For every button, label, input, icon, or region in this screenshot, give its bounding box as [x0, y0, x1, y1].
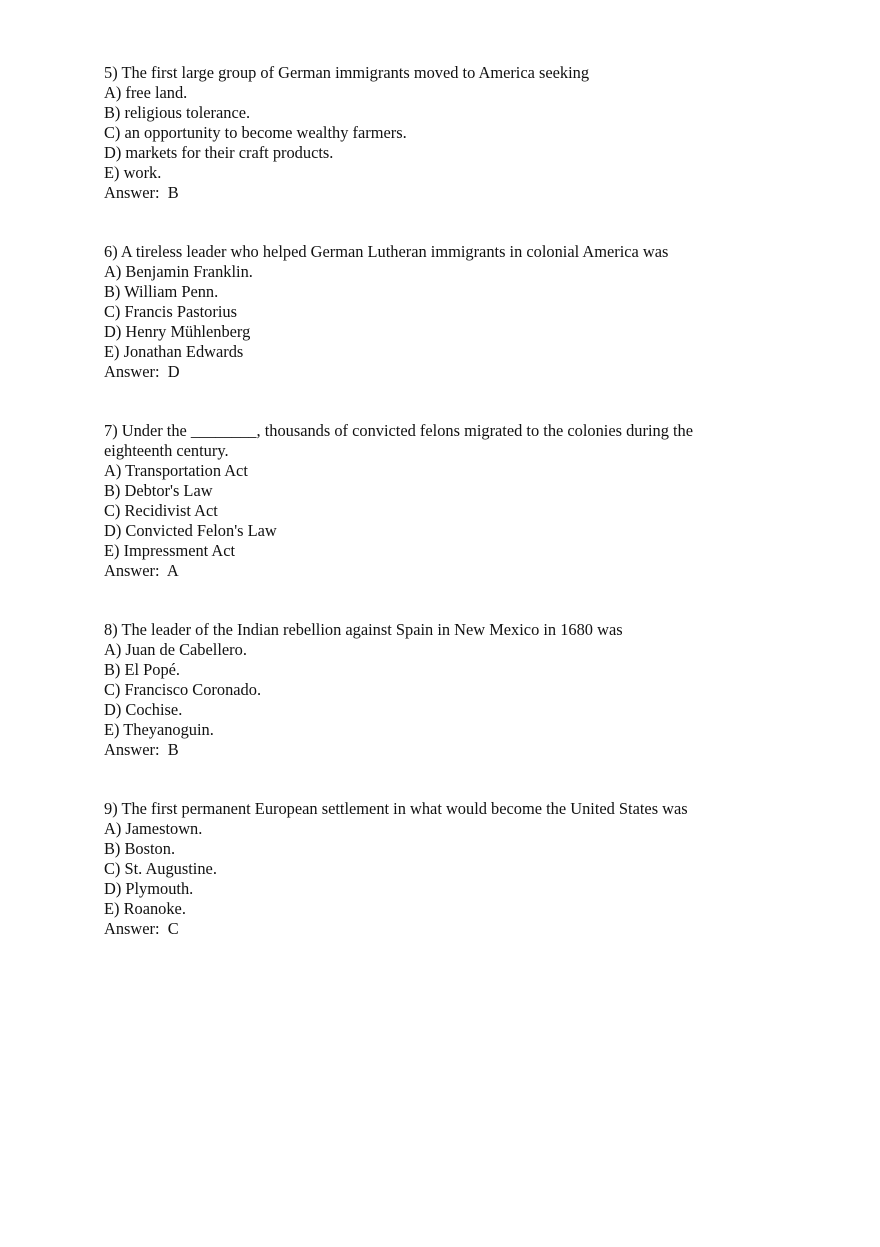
- option-d: D) Henry Mühlenberg: [104, 322, 251, 341]
- option-b: B) El Popé.: [104, 660, 181, 679]
- answer-line: Answer: D: [104, 362, 180, 381]
- question-stem: 6) A tireless leader who helped German Lutheran immigrants in colonial America was: [104, 242, 669, 261]
- option-d: D) Convicted Felon's Law: [104, 521, 277, 540]
- question-stem-line-2: eighteenth century.: [104, 441, 229, 460]
- option-d: D) Cochise.: [104, 700, 183, 719]
- option-e: E) work.: [104, 163, 162, 182]
- option-a: A) Benjamin Franklin.: [104, 262, 253, 281]
- answer-line: Answer: B: [104, 183, 179, 202]
- option-b: B) Boston.: [104, 839, 176, 858]
- option-e: E) Roanoke.: [104, 899, 186, 918]
- question-stem-line-1: 7) Under the ________, thousands of convicted felons migrated to the colonies during the: [104, 421, 694, 440]
- option-a: A) Jamestown.: [104, 819, 203, 838]
- option-c: C) Francis Pastorius: [104, 302, 237, 321]
- document-page: [104, 63, 804, 978]
- option-e: E) Jonathan Edwards: [104, 342, 244, 361]
- option-c: C) Francisco Coronado.: [104, 680, 262, 699]
- answer-line: Answer: A: [104, 561, 179, 580]
- option-a: A) Transportation Act: [104, 461, 248, 480]
- option-e: E) Theyanoguin.: [104, 720, 214, 739]
- option-b: B) William Penn.: [104, 282, 219, 301]
- option-b: B) religious tolerance.: [104, 103, 251, 122]
- answer-line: Answer: B: [104, 740, 179, 759]
- option-e: E) Impressment Act: [104, 541, 236, 560]
- option-a: A) free land.: [104, 83, 188, 102]
- question-stem: 5) The first large group of German immigrants moved to America seeking: [104, 63, 590, 82]
- option-c: C) Recidivist Act: [104, 501, 218, 520]
- question-6: [104, 242, 804, 382]
- option-b: B) Debtor's Law: [104, 481, 213, 500]
- question-9: [104, 799, 804, 939]
- answer-line: Answer: C: [104, 919, 179, 938]
- option-d: D) markets for their craft products.: [104, 143, 334, 162]
- question-stem: 9) The first permanent European settlement in what would become the United States was: [104, 799, 688, 818]
- question-8: [104, 620, 804, 760]
- option-d: D) Plymouth.: [104, 879, 194, 898]
- question-stem: 8) The leader of the Indian rebellion against Spain in New Mexico in 1680 was: [104, 620, 623, 639]
- option-c: C) an opportunity to become wealthy farmers.: [104, 123, 407, 142]
- option-c: C) St. Augustine.: [104, 859, 217, 878]
- question-5: [104, 63, 804, 203]
- question-7: [104, 421, 804, 581]
- option-a: A) Juan de Cabellero.: [104, 640, 247, 659]
